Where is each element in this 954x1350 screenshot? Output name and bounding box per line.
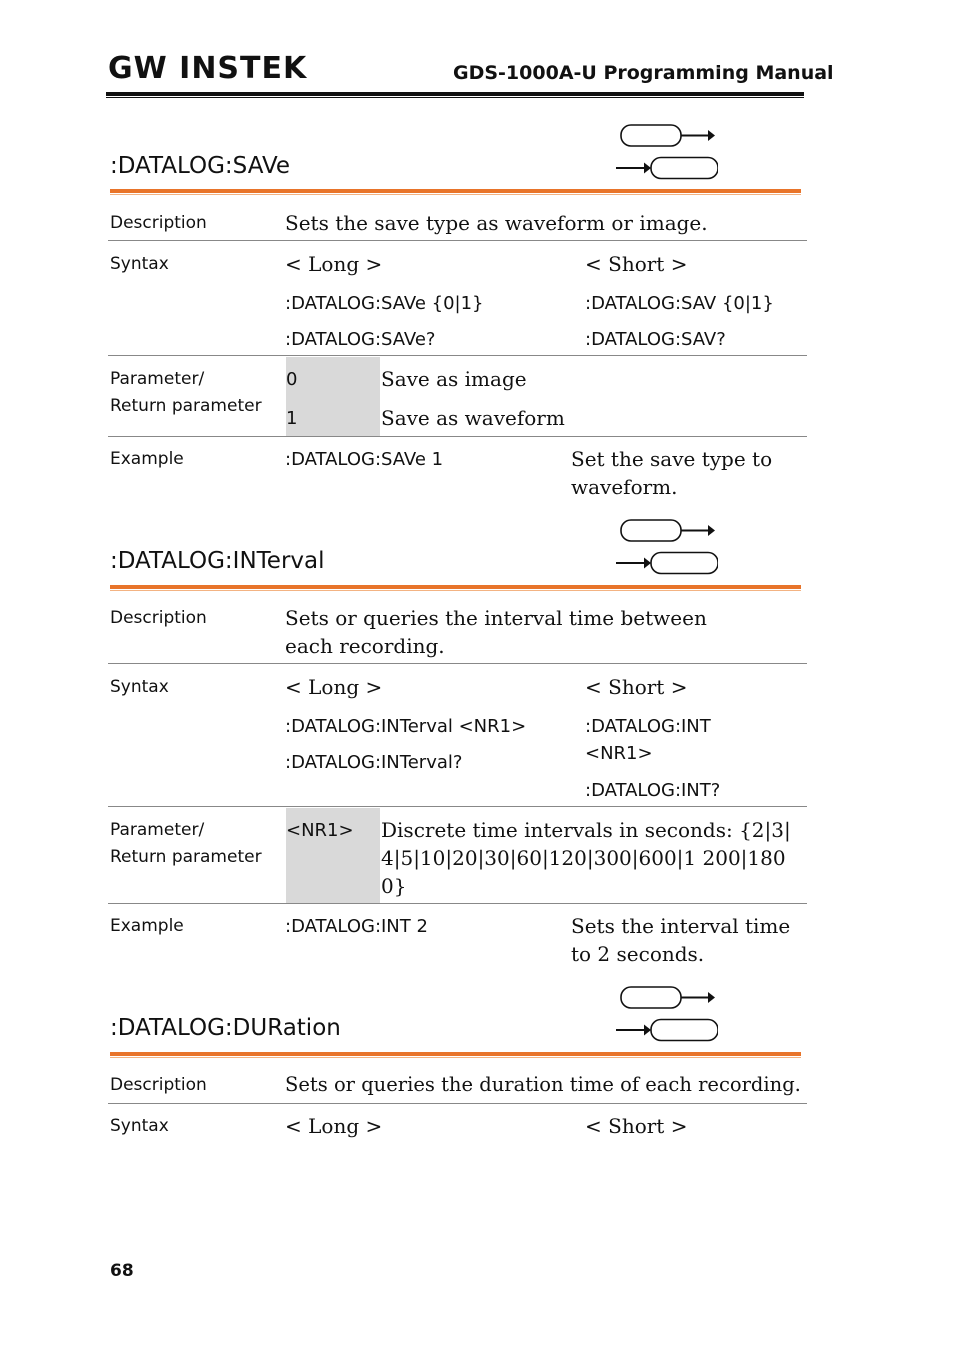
long-label: < Long > [285,252,383,276]
description-label: Description [110,1075,207,1095]
query-command-icon [616,1020,718,1041]
param-label: Return parameter [110,396,262,416]
page-number: 68 [110,1261,134,1281]
example-desc: Sets the interval time to 2 seconds. [571,914,791,966]
set-query-icon [614,517,718,577]
example-command: :DATALOG:INT 2 [285,916,428,937]
section-rule [110,1052,801,1056]
param-label: Return parameter [110,847,262,867]
section-rule [110,585,801,589]
row-divider [108,436,807,437]
row-divider [108,663,807,664]
example-label: Example [110,916,184,936]
short-command: :DATALOG:INT <NR1> [585,716,711,764]
section-title-duration: :DATALOG:DURation [110,1015,341,1041]
short-label: < Short > [585,1114,688,1138]
set-command-icon [621,125,715,146]
section-rule-thin [110,1057,801,1058]
section-title-save: :DATALOG:SAVe [110,153,291,179]
param-value-cell [286,357,380,436]
row-divider [108,240,807,241]
set-command-icon [621,520,715,541]
param-value: 0 [286,369,298,390]
query-command-icon [616,553,718,574]
short-query: :DATALOG:INT? [585,780,721,801]
syntax-label: Syntax [110,1116,169,1136]
description-text: Sets or queries the duration time of each recording. [285,1073,801,1096]
row-divider [108,806,807,807]
set-query-icon [614,122,718,182]
description-label: Description [110,608,207,628]
set-query-icon [614,984,718,1044]
short-label: < Short > [585,252,688,276]
param-label: Parameter/ [110,820,205,840]
example-desc: Set the save type to waveform. [571,447,773,499]
description-text: Sets the save type as waveform or image. [285,211,708,235]
query-command-icon [616,158,718,179]
param-value: 1 [286,408,298,429]
section-rule-thin [110,194,801,195]
param-value: <NR1> [286,820,354,841]
syntax-label: Syntax [110,677,169,697]
brand-logo: GW INSTEK [108,51,308,86]
param-desc: Save as image [381,367,527,391]
header-rule [106,92,804,96]
row-divider [108,903,807,904]
long-label: < Long > [285,1114,383,1138]
description-text: Sets or queries the interval time between each recording. [285,606,707,658]
set-command-icon [621,987,715,1008]
param-label: Parameter/ [110,369,205,389]
row-divider [108,355,807,356]
section-title-interval: :DATALOG:INTerval [110,548,325,574]
long-query: :DATALOG:SAVe? [285,329,436,350]
syntax-label: Syntax [110,254,169,274]
section-rule-thin [110,590,801,591]
long-query: :DATALOG:INTerval? [285,752,463,773]
section-rule [110,189,801,193]
manual-title: GDS-1000A-U Programming Manual [453,62,834,84]
param-desc: Discrete time intervals in seconds: {2|3|4|5|10|20|30|60|120|300|600|1 200|1800} [381,818,791,898]
short-command: :DATALOG:SAV {0|1} [585,293,774,314]
param-desc: Save as waveform [381,406,565,430]
row-divider [108,1103,807,1104]
long-command: :DATALOG:SAVe {0|1} [285,293,484,314]
description-label: Description [110,213,207,233]
header-rule-thin [106,97,804,98]
short-query: :DATALOG:SAV? [585,329,726,350]
long-label: < Long > [285,675,383,699]
example-label: Example [110,449,184,469]
example-command: :DATALOG:SAVe 1 [285,449,444,470]
long-command: :DATALOG:INTerval <NR1> [285,716,527,737]
short-label: < Short > [585,675,688,699]
